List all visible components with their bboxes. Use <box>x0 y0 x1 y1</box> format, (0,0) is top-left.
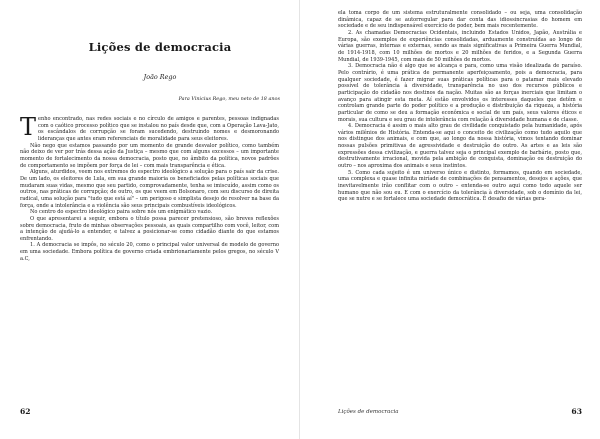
paragraph: 5. Como cada sujeito é um universo único e distinto, formamos, quando em sociedade, uma complexa e quase infinita miríade de combinações de pensamentos, desejos e ações, que inevitavelmente irão conflitar com o outro – entenda-se outro aqui como todo aquele ser humano que não sou eu. E com o exercício da tolerância à diversidade, sob o domínio da lei, que se nutre e se fortalece uma sociedade democrática. É desafio de várias gera- <box>338 169 582 203</box>
paragraph: 3. Democracia não é algo que se alcança e para, como uma visão idealizada de paraíso. Pelo contrário, é uma prática de permanente aperfeiçoamento, pois a democracia, para qualquer sociedade, é fazer migrar suas práticas políticas para o patamar mais elevado possível de tolerância à diversidade, transparência no uso dos recursos públicos e participação do cidadão nos destinos da nação. Muitas são as forças inerciais que limitam o avanço para atingir esta meta. Aí estão envolvidos os interesses daqueles que detêm e controlam grande parte do poder político e a produção e distribuição da riqueza, a história particular de como se deu a formação econômica e social de um país, seus valores éticos e morais, sua cultura e seu grau de intolerância com relação à diversidade humana e de classe. <box>338 63 582 123</box>
paragraph: 4. Democracia é assim o mais alto grau de civilidade conquistado pela humanidade, após vários milênios de História. Entenda-se aqui o conceito de civilização como tudo aquilo que nos distingue dos animais, e com que, ao longo da nossa história, vimos tentando dominar nossas pulsões primitivas de agressividade e destruição do outro. As artes e as leis são expressões dessa civilização, e guerra talvez seja o principal exemplo de barbárie, posto que, destrutivamente irracional, movida pela ambição de conquista, dominação ou destruição do outro – nos aproxima dos animais e seus instintos. <box>338 123 582 170</box>
left-text-column <box>20 113 279 262</box>
paragraph: 2. As chamadas Democracias Ocidentais, incluindo Estados Unidos, Japão, Austrália e Europa, são exemplos de experiências consolidadas, arduamente construídas ao longo de várias guerras, internas e externas, sendo as mais significativas a Primeira Guerra Mundial, de 1914-1918, com 10 milhões de mortos e 20 milhões de feridos, e a Segunda Guerra Mundial, de 1939-1945, com mais de 50 milhões de mortos. <box>338 29 582 63</box>
page-number: 63 <box>571 407 582 416</box>
right-page <box>300 0 600 439</box>
author-name: João Rego <box>143 73 177 81</box>
paragraph: Alguns, aturdidos, veem nos extremos do espectro ideológico a solução para o país sair da crise. De um lado, os eleitores de Lula, em sua grande maioria os beneficiados pelas políticas sociais que mudaram suas vidas, mesmo que seu partido, comprovadamente, tenha se imiscuído, assim como os outros, nas práticas de corrupção; de outro, os que veem em Bolsonaro, com seu discurso de direita radical, uma solução para "tudo que está aí" – um perigoso e simplista desejo de resolver na base da força, onde a intolerância e a violência são seus principais combustíveis ideológicos. <box>20 169 279 209</box>
paragraph <box>20 113 279 143</box>
page-number: 62 <box>20 407 31 416</box>
right-text-column <box>338 10 582 203</box>
paragraph-text: enho encontrado, nas redes sociais e no círculo de amigos e parentes, pessoas indignadas com o caótico processo político que se instalou no país desde que, com a Operação Lava-Jato, os escândalos de corrupção se foram sucedendo, destruindo nomes e desmoronando lideranças que antes eram referenciais de moralidade para seus eleitores. <box>38 116 279 142</box>
drop-cap: T <box>20 113 37 141</box>
paragraph: ela toma corpo de um sistema estruturalmente consolidado – ou seja, uma consolidação dinâmica, capaz de se autorregular para dar conta das idiossincrasias do homem em sociedade e de seu indispensável exercício de poder, bem mais recentemente. <box>338 10 582 30</box>
article-title: Lições de democracia <box>88 40 232 54</box>
paragraph: O que apresentarei a seguir, embora o título possa parecer pretensioso, são breves reflexões sobre democracia, fruto de minhas observações pessoais, as quais compartilho com você, leitor, com a intenção de ajudá-lo a entender, e talvez a posicionar-se como cidadão diante do que estamos enfrentando. <box>20 215 279 242</box>
paragraph: No centro do espectro ideológico paira sobre nós um enigmático vazio. <box>30 209 213 216</box>
dedication: Para Vinicius Rego, meu neto de 18 anos <box>178 96 280 102</box>
paragraph: Não nego que estamos passando por um momento de grande desvalor político, como também não deixo de ver por trás dessa ação da Justiça – mesmo que com alguns excessos – um importante momento de fortalecimento da nossa democracia, posto que, no âmbito da política, novos padrões de comportamento se impõem por força de lei – com mais transparência e ética. <box>20 142 279 169</box>
running-head: Lições de democracia <box>338 409 399 415</box>
paragraph: 1. A democracia se impôs, no século 20, como o principal valor universal de modelo de governo em uma sociedade. Embora política de governo criada embrionariamente pelos gregos, no século V a.C, <box>20 242 279 262</box>
